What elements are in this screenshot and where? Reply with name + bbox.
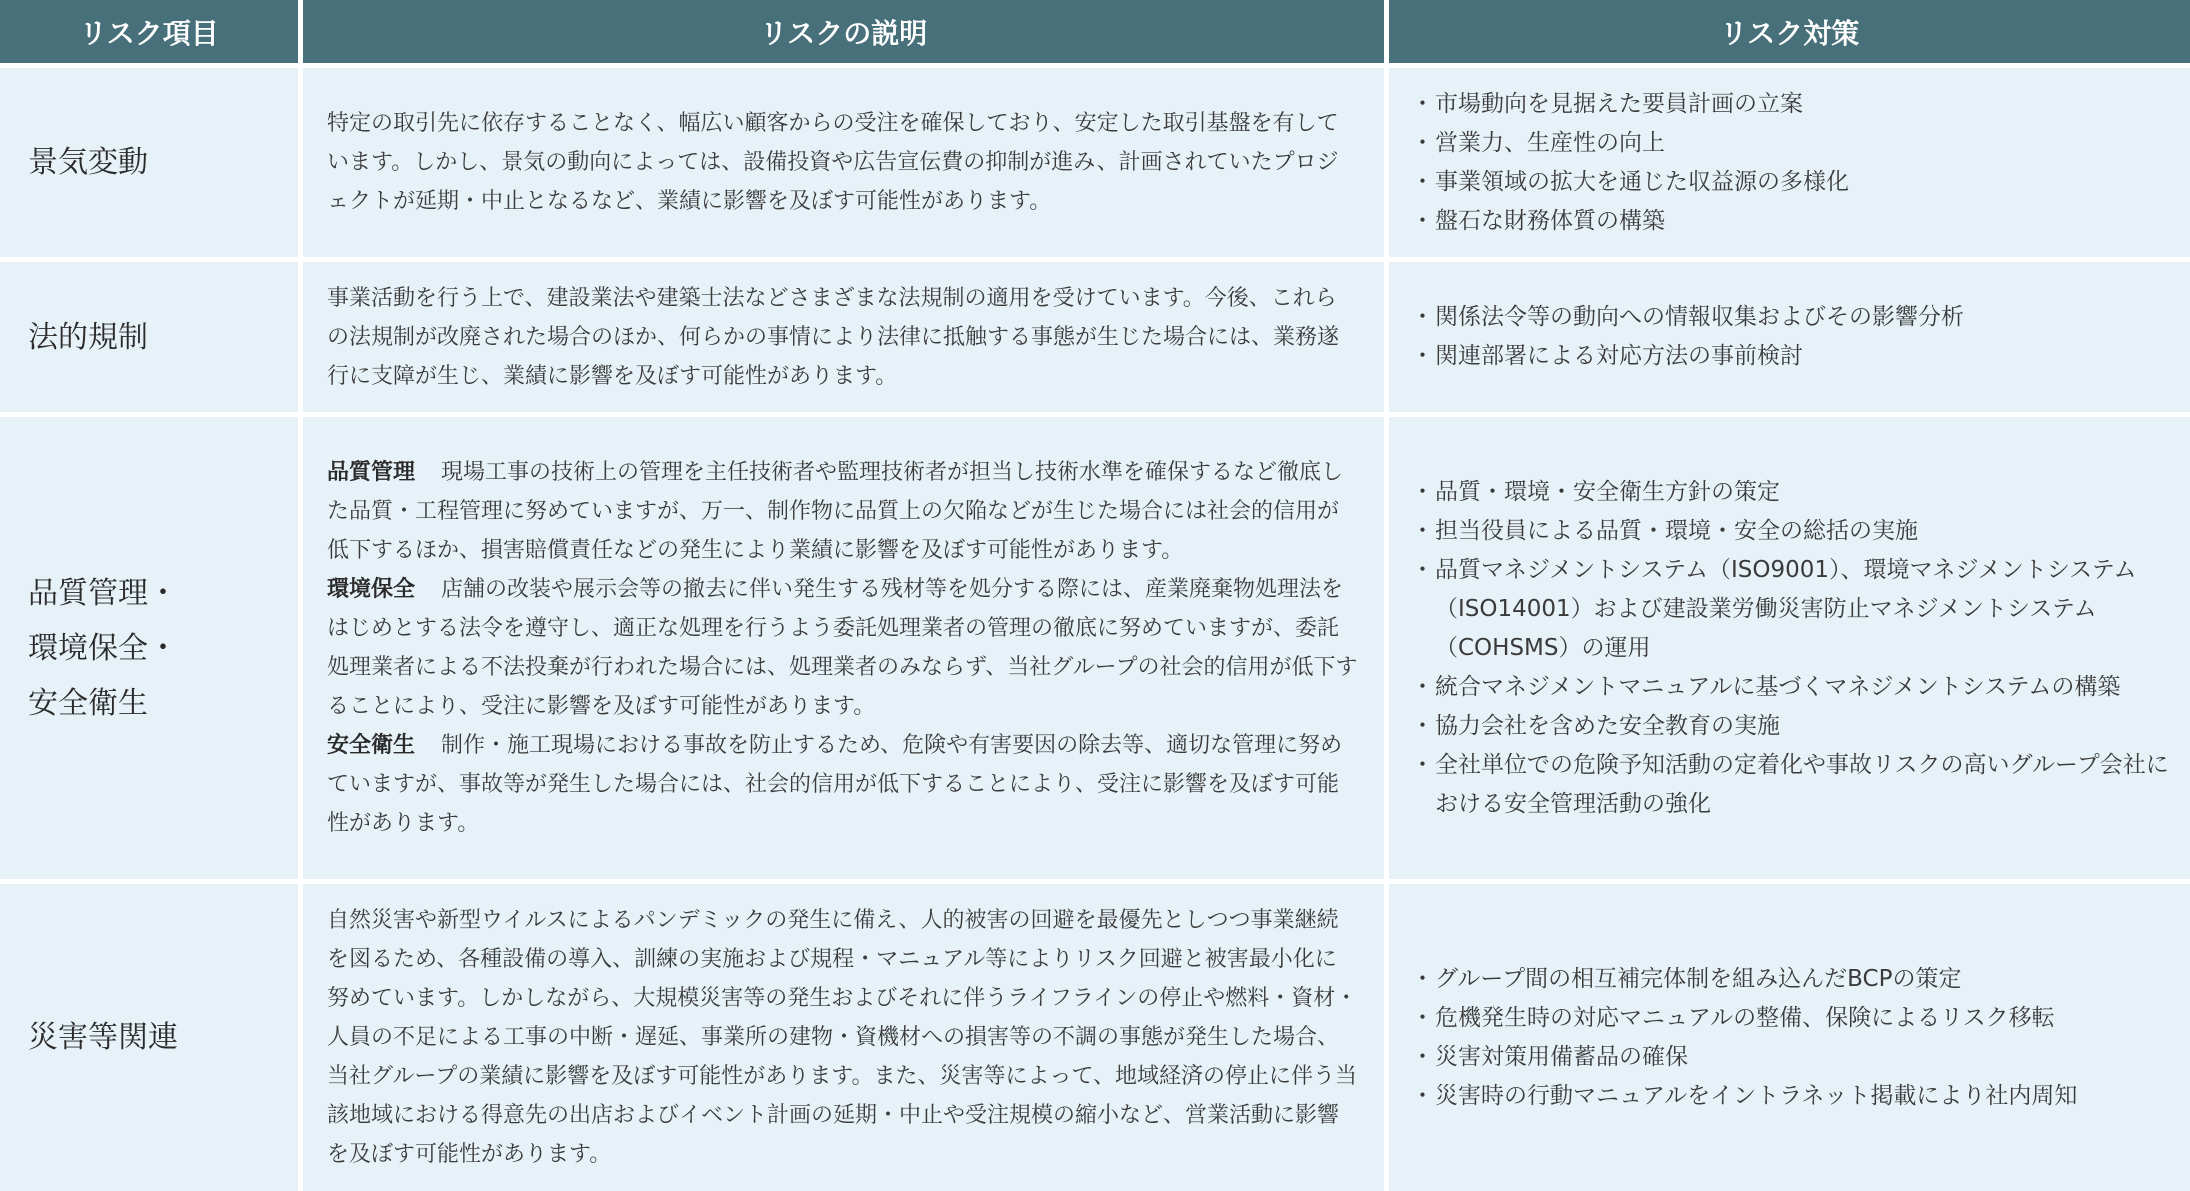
measure-text: 災害対策用備蓄品の確保 [1435,1043,1688,1070]
risk-item-label [28,1010,178,1065]
bullet-icon: ・ [1411,90,1434,117]
measure-item [1409,746,2170,824]
measure-item [1409,202,2170,241]
measure-text: 危機発生時の対応マニュアルの整備、保険によるリスク移転 [1435,1004,2055,1031]
risk-item-label [28,135,148,190]
risk-item-cell [0,262,298,412]
risk-item-label [28,310,148,365]
risk-description-cell [303,884,1384,1191]
header-risk-description: リスクの説明 [303,0,1384,63]
measure-item [1409,337,2170,376]
measure-text: 統合マネジメントマニュアルに基づくマネジメントシステムの構築 [1435,673,2121,700]
measure-item [1409,999,2170,1038]
bullet-icon: ・ [1411,1043,1434,1070]
description-text: 事業活動を行う上で、建設業法や建築士法などさまざまな法規制の適用を受けています。今後、これらの法規制が改廃された場合のほか、何らかの事情により法律に抵触する事態が生じた場合には、業務遂行に支障が生じ、業績に影響を及ぼす可能性があります。 [327,285,1340,389]
table-row [0,417,2190,879]
description-paragraph [327,104,1358,221]
bullet-icon: ・ [1411,965,1434,992]
description-text: 自然災害や新型ウイルスによるパンデミックの発生に備え、人的被害の回避を最優先としつつ事業継続を図るため、各種設備の導入、訓練の実施および規程・マニュアル等によりリスク回避と被害最小化に努めています。しかしながら、大規模災害等の発生およびそれに伴うライフラインの停止や燃料・資材・人員の不足による工事の中断・遅延、事業所の建物・資機材への損害等の不調の事態が発生した場合、当社グループの業績に影響を及ぼす可能性があります。また、災害等によって、地域経済の停止に伴う当該地域における得意先の出店およびイベント計画の延期・中止や受注規模の縮小など、営業活動に影響を及ぼす可能性があります。 [327,908,1358,1167]
description-paragraph [327,726,1358,843]
risk-item-cell [0,417,298,879]
risk-measures-cell [1389,884,2190,1191]
risk-item-cell [0,68,298,257]
measure-item [1409,85,2170,124]
measure-text: 営業力、生産性の向上 [1435,129,1665,156]
risk-description-cell [303,417,1384,879]
table-row [0,262,2190,412]
risk-item-line: 法的規制 [28,319,148,355]
measure-item [1409,551,2170,668]
bullet-icon: ・ [1411,168,1434,195]
table-row [0,884,2190,1191]
bullet-icon: ・ [1411,304,1434,330]
measure-text: グループ間の相互補完体制を組み込んだBCPの策定 [1435,965,1962,992]
description-paragraph [327,570,1358,726]
risk-item-line: 景気変動 [28,145,148,180]
bullet-icon: ・ [1411,1004,1434,1031]
measure-item [1409,124,2170,163]
measure-text: 災害時の行動マニュアルをイントラネット掲載により社内周知 [1435,1082,2078,1109]
description-text: 制作・施工現場における事故を防止するため、危険や有害要因の除去等、適切な管理に努めていますが、事故等が発生した場合には、社会的信用が低下することにより、受注に影響を及ぼす可能性があります。 [327,733,1343,836]
description-text: 店舗の改装や展示会等の撤去に伴い発生する残材等を処分する際には、産業廃棄物処理法をはじめとする法令を遵守し、適正な処理を行うよう委託処理業者の管理の徹底に努めていますが、委託処理業者による不法投棄が行われた場合には、処理業者のみならず、当社グループの社会的信用が低下することにより、受注に影響を及ぼす可能性があります。 [327,577,1358,719]
measure-item [1409,473,2170,512]
risk-measures-cell [1389,417,2190,879]
description-lead: 品質管理 [327,460,416,485]
measure-text: 盤石な財務体質の構築 [1435,207,1665,234]
measure-item [1409,668,2170,707]
bullet-icon: ・ [1411,556,1434,583]
header-risk-measures: リスク対策 [1389,0,2190,63]
measure-text: 市場動向を見据えた要員計画の立案 [1435,90,1803,117]
description-lead: 安全衛生 [327,733,416,758]
measure-item [1409,707,2170,746]
risk-item-line: 災害等関連 [28,1020,178,1055]
description-paragraph [327,453,1358,570]
header-risk-item: リスク項目 [0,0,298,63]
description-text: 現場工事の技術上の管理を主任技術者や監理技術者が担当し技術水準を確保するなど徹底した品質・工程管理に努めていますが、万一、制作物に品質上の欠陥などが生じた場合には社会的信用が低下するほか、損害賠償責任などの発生により業績に影響を及ぼす可能性があります。 [327,460,1344,563]
measure-item [1409,512,2170,551]
bullet-icon: ・ [1411,1082,1434,1109]
risk-description-cell [303,262,1384,412]
risk-measures-cell [1389,68,2190,257]
measure-text: 品質マネジメントシステム（ISO9001）、環境マネジメントシステム（ISO14001）および建設業労働災害防止マネジメントシステム（COHSMS）の運用 [1435,556,2137,661]
measure-text: 担当役員による品質・環境・安全の総括の実施 [1435,517,1918,544]
bullet-icon: ・ [1411,343,1434,369]
risk-item-label [28,566,178,731]
measure-item [1409,1077,2170,1116]
description-text: 特定の取引先に依存することなく、幅広い顧客からの受注を確保しており、安定した取引基盤を有しています。しかし、景気の動向によっては、設備投資や広告宣伝費の抑制が進み、計画されていたプロジェクトが延期・中止となるなど、業績に影響を及ぼす可能性があります。 [327,111,1339,214]
description-paragraph [327,901,1358,1174]
risk-item-line: 安全衛生 [28,685,148,721]
bullet-icon: ・ [1411,751,1434,778]
measure-text: 品質・環境・安全衛生方針の策定 [1435,478,1780,505]
bullet-icon: ・ [1411,712,1434,739]
description-paragraph [327,279,1358,396]
bullet-icon: ・ [1411,207,1434,234]
measure-text: 関係法令等の動向への情報収集およびその影響分析 [1435,304,1964,330]
bullet-icon: ・ [1411,517,1434,544]
risk-item-line: 環境保全・ [28,630,178,666]
measure-item [1409,1038,2170,1077]
measure-text: 関連部署による対応方法の事前検討 [1435,343,1803,369]
bullet-icon: ・ [1411,478,1434,505]
measure-item [1409,960,2170,999]
table-row [0,68,2190,257]
measure-text: 事業領域の拡大を通じた収益源の多様化 [1435,168,1849,195]
measure-text: 全社単位での危険予知活動の定着化や事故リスクの高いグループ会社における安全管理活動の強化 [1435,751,2169,817]
risk-description-cell [303,68,1384,257]
bullet-icon: ・ [1411,129,1434,156]
risk-measures-cell [1389,262,2190,412]
risk-item-cell [0,884,298,1191]
measure-text: 協力会社を含めた安全教育の実施 [1435,712,1780,739]
risk-item-line: 品質管理・ [28,575,178,611]
measure-item [1409,163,2170,202]
description-lead: 環境保全 [327,577,416,602]
bullet-icon: ・ [1411,673,1434,700]
measure-item [1409,298,2170,337]
